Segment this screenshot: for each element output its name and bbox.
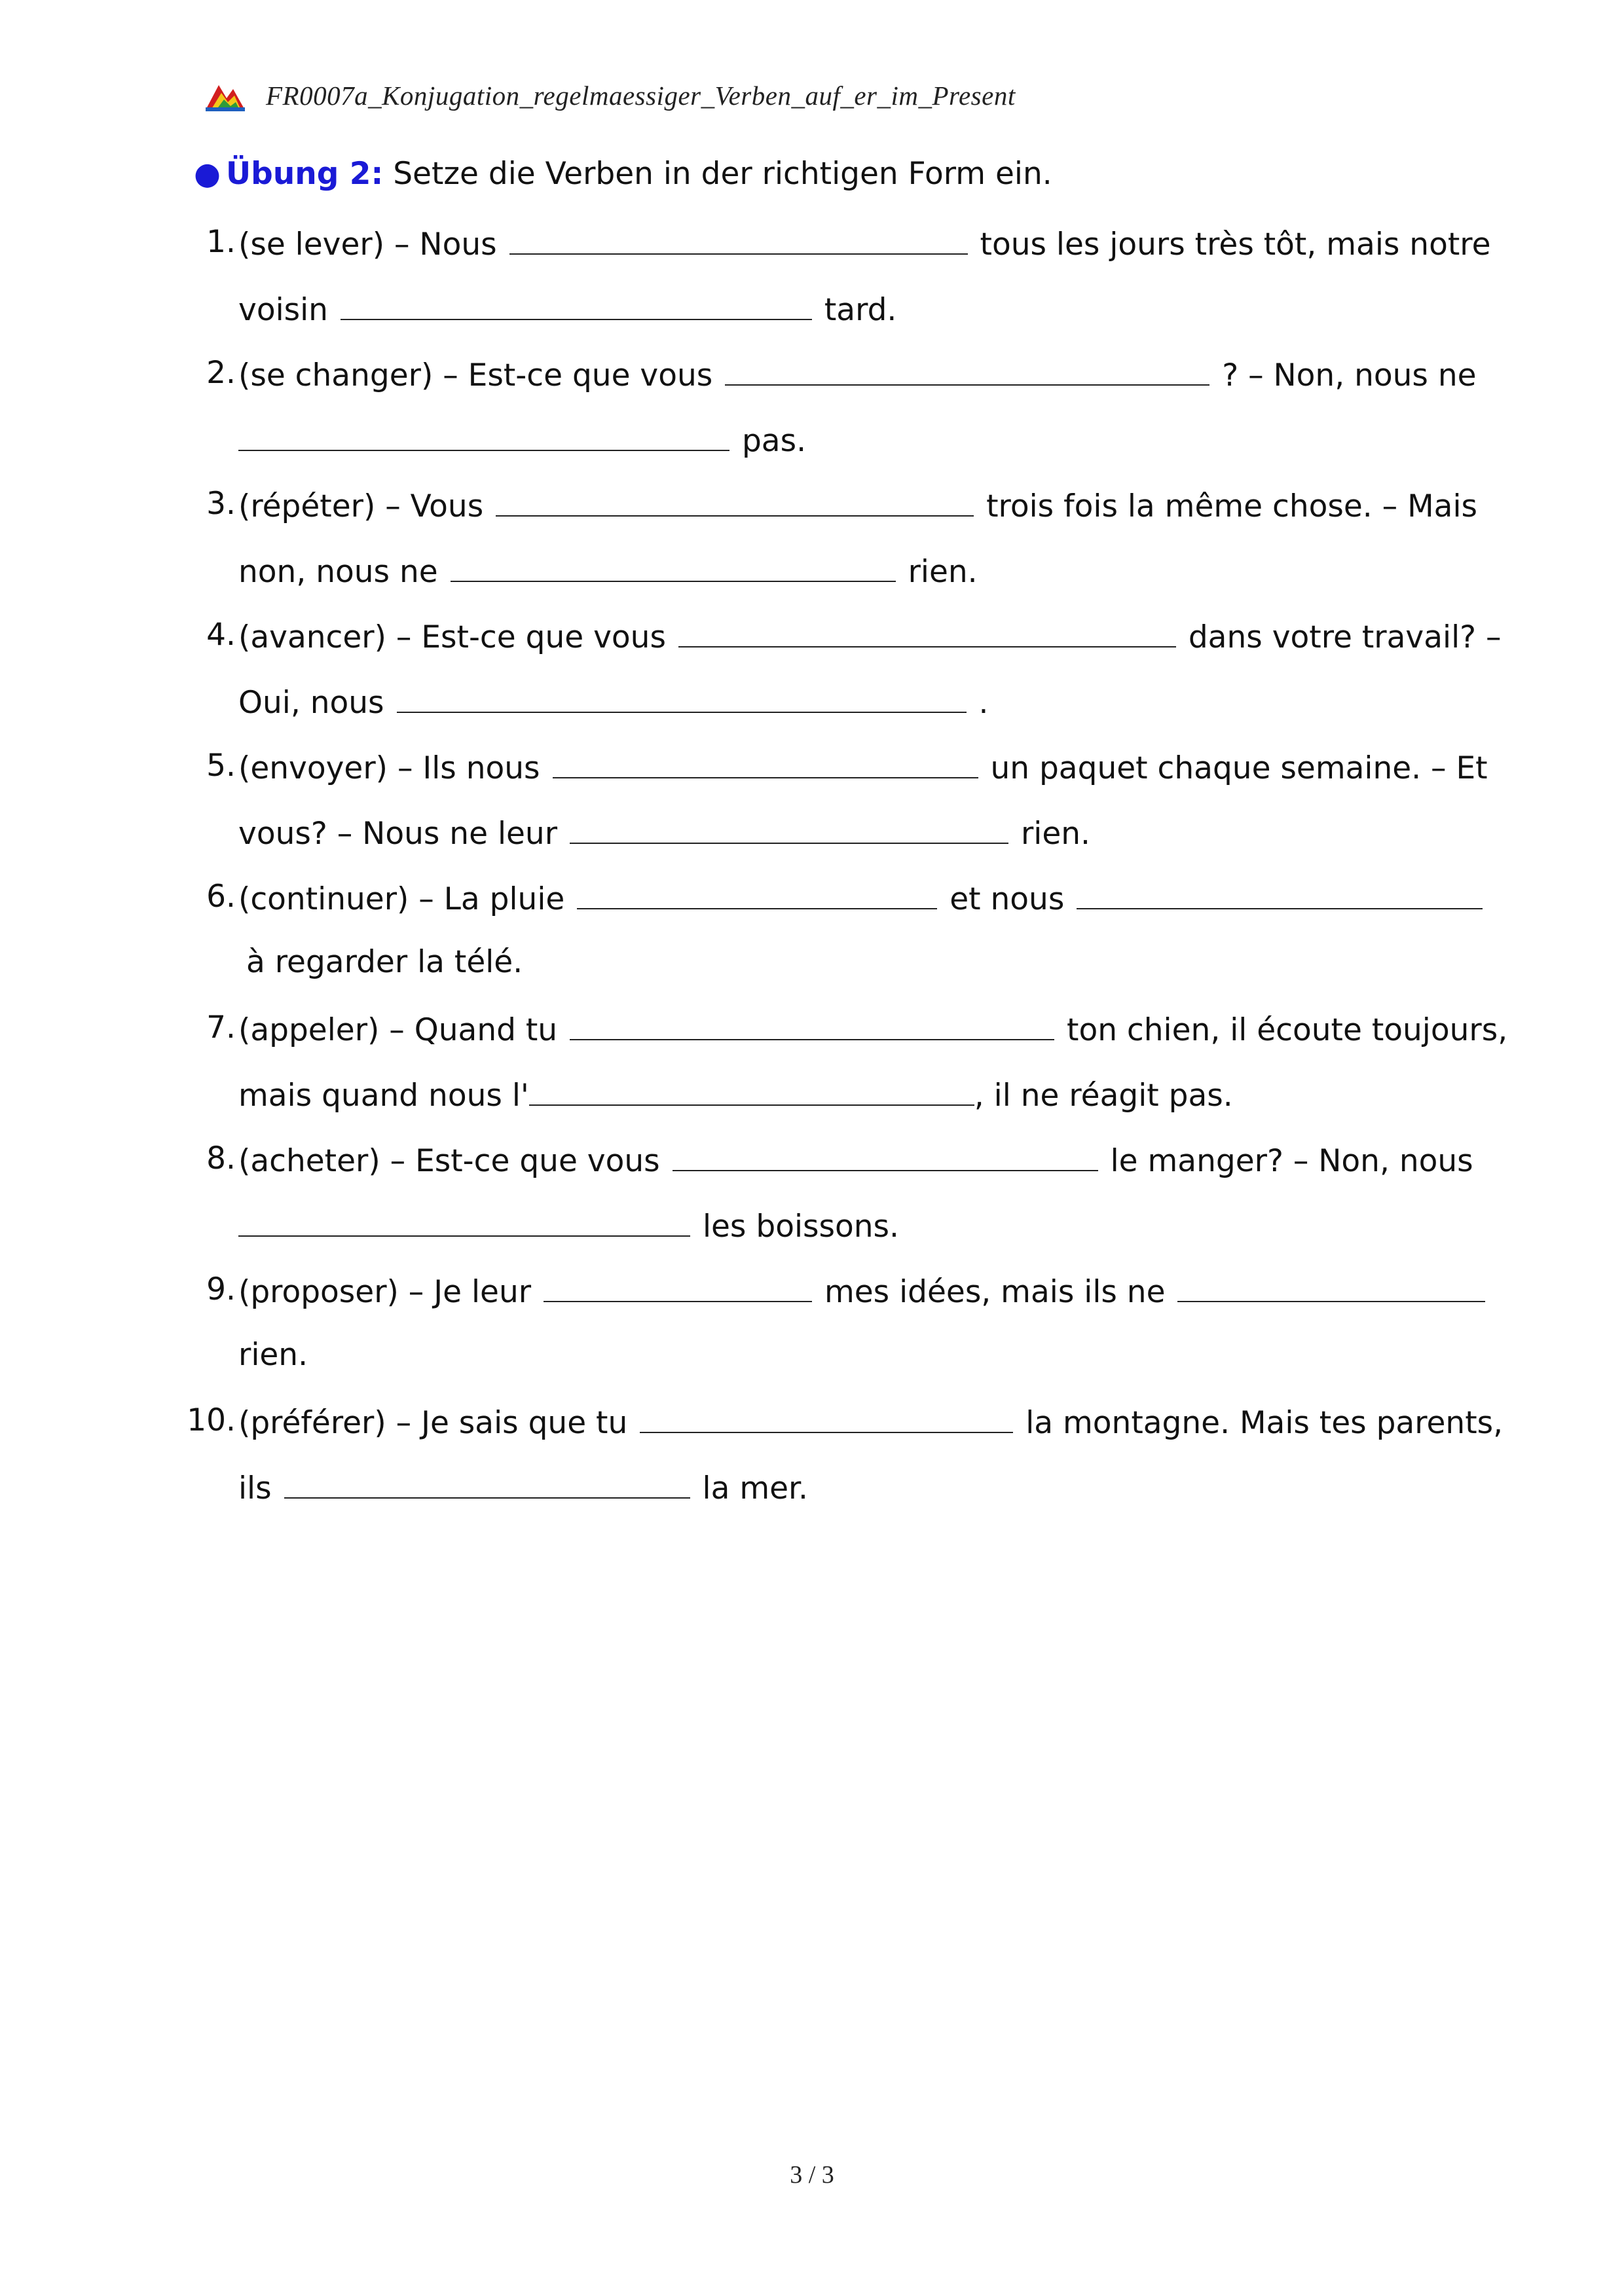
item-text: (se changer) – Est-ce que vous [238,357,713,393]
answer-blank[interactable] [640,1399,1013,1433]
item-text: la mer. [702,1470,808,1506]
item-text: ton chien, il écoute toujours, [1067,1012,1508,1048]
answer-blank[interactable] [577,875,937,909]
exercise-item-1 [0,221,1624,352]
exercise-item-3 [0,483,1624,613]
item-line-1 [238,875,1469,919]
item-text: rien. [238,1337,308,1373]
item-number: 1. [206,224,236,260]
document-title: FR0007a_Konjugation_regelmaessiger_Verben_auf_er_im_Present [266,81,1016,111]
item-line-1 [238,221,1491,264]
item-number: 10. [187,1402,236,1438]
item-text: vous? – Nous ne leur [238,816,558,852]
exercise-item-10 [0,1399,1624,1530]
item-text: non, nous ne [238,554,438,590]
item-text: mes idées, mais ils ne [824,1274,1166,1310]
mountain-logo-icon [204,79,246,113]
item-line-2 [238,1334,1469,1377]
answer-blank[interactable] [570,810,1008,844]
answer-blank[interactable] [397,679,967,713]
item-text: rien. [908,554,978,590]
page-number: 3 / 3 [790,2161,834,2189]
exercise-label: Übung 2: [226,156,384,192]
exercise-heading [194,155,1052,194]
answer-blank[interactable] [1077,875,1483,909]
item-line-1 [238,744,1488,788]
item-text: à regarder la télé. [246,944,523,980]
item-text: (préférer) – Je sais que tu [238,1405,628,1441]
item-line-2 [238,1072,1469,1115]
answer-blank[interactable] [553,744,978,778]
item-text: (appeler) – Quand tu [238,1012,558,1048]
item-text: (se lever) – Nous [238,227,497,263]
item-line-2 [238,1203,1469,1246]
item-line-2 [238,417,1469,460]
item-text: ils [238,1470,272,1506]
item-text: (répéter) – Vous [238,488,484,524]
item-text: (envoyer) – Ils nous [238,750,540,786]
item-number: 2. [206,355,236,391]
item-line-2 [238,679,1469,722]
item-text: ? – Non, nous ne [1222,357,1477,393]
item-text: tard. [824,292,897,328]
answer-blank[interactable] [496,483,974,517]
item-text: le manger? – Non, nous [1110,1143,1473,1179]
item-line-1 [238,1268,1469,1311]
answer-blank[interactable] [451,548,896,582]
item-line-1 [238,1006,1508,1049]
item-text: la montagne. Mais tes parents, [1025,1405,1504,1441]
page-header [204,76,1016,115]
item-text: . [978,685,989,721]
item-number: 4. [206,617,236,653]
item-line-1 [238,1399,1504,1442]
answer-blank[interactable] [341,286,812,320]
exercise-item-6 [0,875,1624,1006]
exercise-item-8 [0,1137,1624,1268]
answer-blank[interactable] [725,352,1209,386]
answer-blank[interactable] [673,1137,1098,1171]
item-text: pas. [741,423,807,459]
exercise-item-2 [0,352,1624,483]
item-text: tous les jours très tôt, mais notre [980,227,1491,263]
item-number: 7. [206,1010,236,1046]
item-line-2 [238,810,1469,853]
item-number: 9. [206,1271,236,1307]
item-text: rien. [1020,816,1090,852]
item-text: et nous [950,881,1065,917]
answer-blank[interactable] [570,1006,1054,1040]
item-text: (avancer) – Est-ce que vous [238,619,666,655]
exercise-instruction: Setze die Verben in der richtigen Form ein. [393,156,1052,192]
item-line-1 [238,483,1478,526]
item-number: 8. [206,1140,236,1176]
item-line-2 [238,548,1469,591]
item-text: un paquet chaque semaine. – Et [990,750,1488,786]
answer-blank[interactable] [1177,1268,1485,1302]
item-text: voisin [238,292,328,328]
item-line-2 [238,286,1469,329]
answer-blank[interactable] [529,1072,974,1106]
item-text: (proposer) – Je leur [238,1274,532,1310]
answer-blank[interactable] [238,1203,690,1237]
item-line-2 [238,1465,1469,1508]
exercise-item-5 [0,744,1624,875]
item-text: (acheter) – Est-ce que vous [238,1143,660,1179]
exercise-list [0,221,1624,1530]
answer-blank[interactable] [509,221,968,255]
item-number: 6. [206,879,236,915]
item-text: mais quand nous l' [238,1078,529,1114]
answer-blank[interactable] [544,1268,812,1302]
item-text: dans votre travail? – [1188,619,1502,655]
item-line-1 [238,613,1502,657]
item-number: 3. [206,486,236,522]
item-text: (continuer) – La pluie [238,881,565,917]
item-text: Oui, nous [238,685,384,721]
item-line-1 [238,1137,1473,1180]
item-number: 5. [206,748,236,784]
exercise-item-7 [0,1006,1624,1137]
item-line-2 [238,941,1469,984]
exercise-item-4 [0,613,1624,744]
answer-blank[interactable] [284,1465,690,1499]
answer-blank[interactable] [238,417,729,451]
answer-blank[interactable] [678,613,1176,647]
bullet: ● [194,156,221,192]
item-text: , il ne réagit pas. [974,1078,1233,1114]
item-text: les boissons. [702,1209,899,1245]
item-line-1 [238,352,1477,395]
exercise-item-9 [0,1268,1624,1399]
item-text: trois fois la même chose. – Mais [986,488,1478,524]
